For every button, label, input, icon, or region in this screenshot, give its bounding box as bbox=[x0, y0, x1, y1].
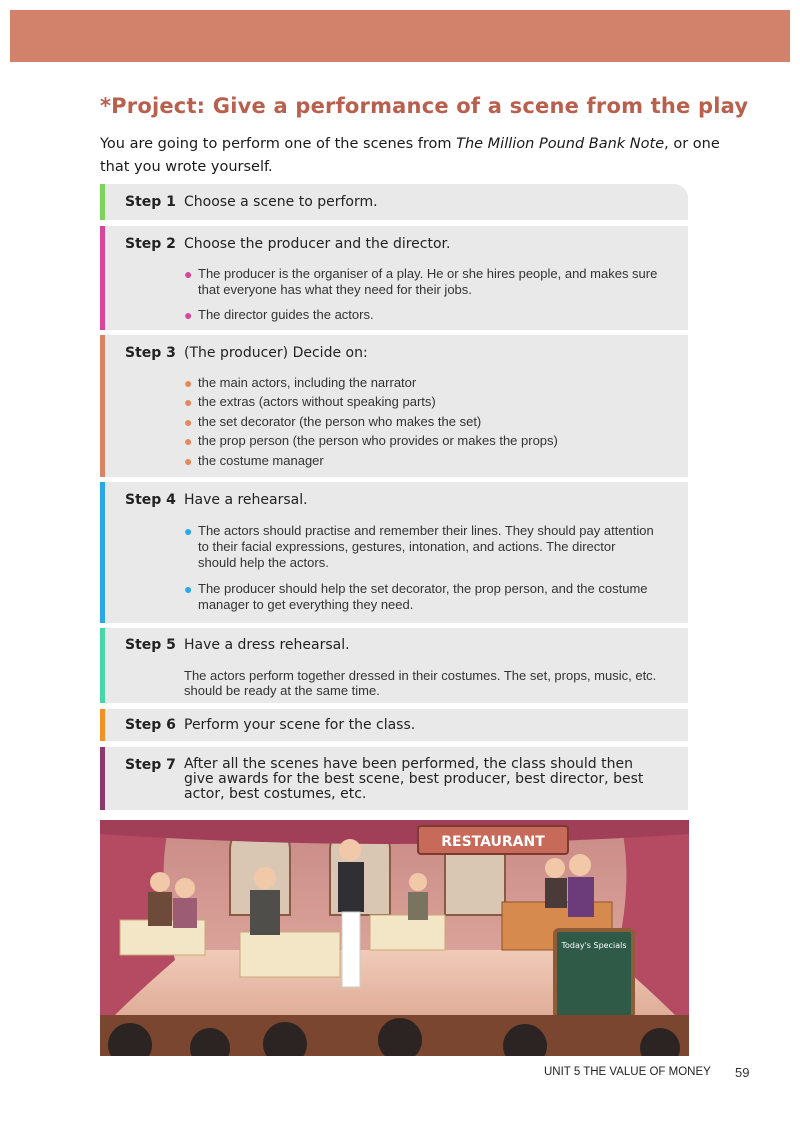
step-5 bbox=[100, 628, 688, 703]
step-heading: Choose the producer and the director. bbox=[184, 236, 451, 252]
sign-text: RESTAURANT bbox=[441, 834, 545, 850]
step-label: Step 6 bbox=[125, 717, 176, 733]
step-label: Step 5 bbox=[125, 637, 176, 653]
page-number: 59 bbox=[735, 1065, 750, 1080]
bullet-icon: ● bbox=[184, 581, 193, 597]
list-item: ● the prop person (the person who provides or makes the props) bbox=[184, 433, 558, 449]
step-label: Step 3 bbox=[125, 345, 176, 361]
bullet-icon: ● bbox=[184, 394, 193, 410]
step-4 bbox=[100, 482, 688, 623]
step-heading: Choose a scene to perform. bbox=[184, 194, 378, 210]
step-heading: Have a dress rehearsal. bbox=[184, 637, 350, 653]
bullet-icon: ● bbox=[184, 433, 193, 449]
intro-text bbox=[100, 133, 740, 179]
bullet-icon: ● bbox=[184, 523, 193, 539]
step-6 bbox=[100, 709, 688, 741]
step-heading: Perform your scene for the class. bbox=[184, 717, 416, 733]
list-item: ● the main actors, including the narrator bbox=[184, 375, 417, 391]
bullet-icon: ● bbox=[184, 307, 193, 323]
step-label: Step 2 bbox=[125, 236, 176, 252]
specials-board bbox=[555, 930, 633, 1018]
list-item: ● The producer should help the set decorator, the prop person, and the costume manager to get everything they need. bbox=[184, 581, 648, 612]
step-7 bbox=[100, 747, 688, 810]
intro-after: , or one that you wrote yourself. bbox=[100, 136, 720, 175]
footer-unit: UNIT 5 THE VALUE OF MONEY bbox=[544, 1066, 711, 1078]
bullet-icon: ● bbox=[184, 375, 193, 391]
bullet-icon: ● bbox=[184, 266, 193, 282]
step-description: The actors perform together dressed in their costumes. The set, props, music, etc. should be ready at the same time. bbox=[184, 668, 657, 698]
restaurant-illustration bbox=[100, 820, 689, 1056]
list-item: ● The actors should practise and remember their lines. They should pay attention to their facial expressions, gestures, intonation, and actions. The director should help the actors. bbox=[184, 523, 654, 570]
list-item: ● the costume manager bbox=[184, 453, 324, 469]
step-label: Step 1 bbox=[125, 194, 176, 210]
page-title: *Project: Give a performance of a scene from the play bbox=[100, 94, 749, 118]
step-heading: After all the scenes have been performed, the class should then give awards for the best scene, best producer, best director, best actor, best costumes, etc. bbox=[184, 756, 644, 802]
list-item: ● The producer is the organiser of a play. He or she hires people, and makes sure that everyone has what they need for their jobs. bbox=[184, 266, 658, 297]
step-heading: (The producer) Decide on: bbox=[184, 345, 368, 361]
step-3 bbox=[100, 335, 688, 477]
list-item: ● the set decorator (the person who makes the set) bbox=[184, 414, 482, 430]
board-text: Today's Specials bbox=[561, 941, 627, 950]
step-1 bbox=[100, 184, 688, 220]
restaurant-scene-svg bbox=[100, 820, 689, 1056]
step-2 bbox=[100, 226, 688, 330]
list-item: ● the extras (actors without speaking parts) bbox=[184, 394, 436, 410]
step-label: Step 4 bbox=[125, 492, 176, 508]
list-item: ● The director guides the actors. bbox=[184, 307, 374, 323]
step-label: Step 7 bbox=[125, 757, 176, 773]
step-heading: Have a rehearsal. bbox=[184, 492, 308, 508]
intro-play-title: The Million Pound Bank Note bbox=[456, 136, 665, 152]
intro-before: You are going to perform one of the scenes from bbox=[100, 136, 457, 152]
bullet-icon: ● bbox=[184, 453, 193, 469]
bullet-icon: ● bbox=[184, 414, 193, 430]
header-band bbox=[10, 10, 790, 62]
